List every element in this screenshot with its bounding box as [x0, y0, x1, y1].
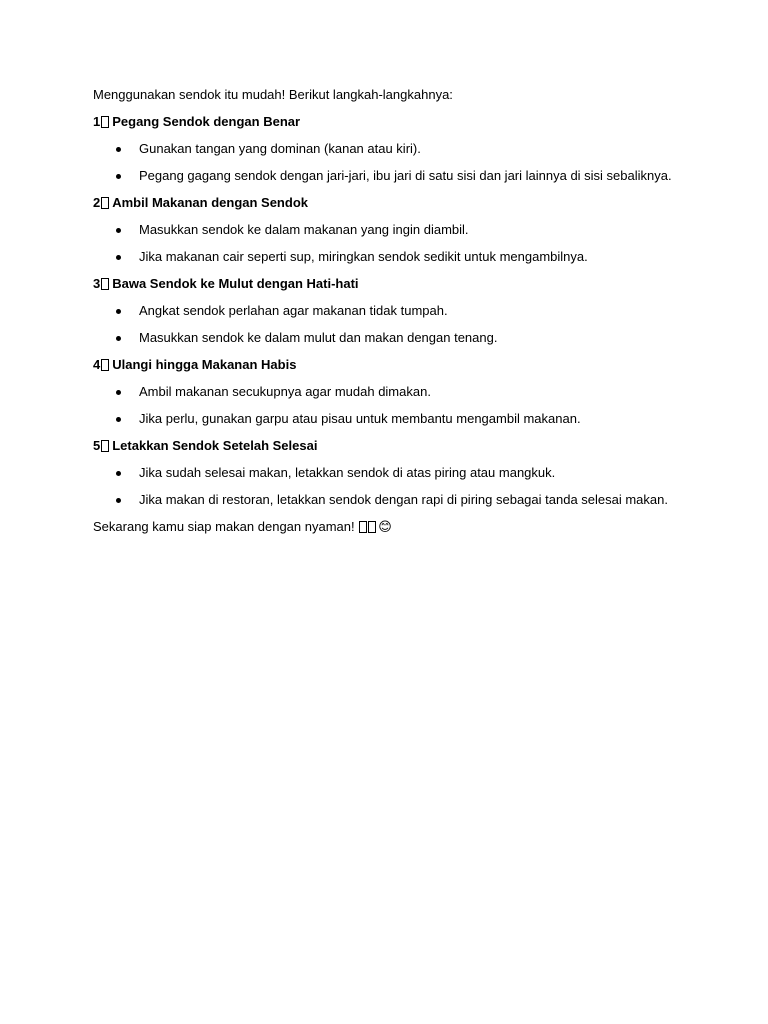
list-item-text: Masukkan sendok ke dalam makanan yang ingin diambil. [139, 222, 469, 237]
document-body [93, 86, 693, 545]
step-4 [93, 356, 693, 428]
step-title: Ambil Makanan dengan Sendok [112, 195, 308, 210]
step-bullet-list [93, 464, 693, 509]
step-bullet-list [93, 221, 693, 266]
keycap-glyph-icon [101, 359, 109, 371]
step-heading [93, 194, 693, 212]
step-title: Ulangi hingga Makanan Habis [112, 357, 297, 372]
step-bullet-list [93, 302, 693, 347]
keycap-glyph-icon [101, 197, 109, 209]
bullet-icon [116, 174, 121, 179]
list-item-text: Gunakan tangan yang dominan (kanan atau kiri). [139, 141, 421, 156]
step-number: 4 [93, 357, 101, 372]
bullet-icon [116, 228, 121, 233]
step-title: Letakkan Sendok Setelah Selesai [112, 438, 318, 453]
keycap-glyph-icon [101, 116, 109, 128]
bullet-icon [116, 417, 121, 422]
bullet-icon [116, 471, 121, 476]
list-item-text: Angkat sendok perlahan agar makanan tidak tumpah. [139, 303, 448, 318]
step-1 [93, 113, 693, 185]
step-heading [93, 275, 693, 293]
step-bullet-list [93, 383, 693, 428]
step-bullet-list [93, 140, 693, 185]
list-item [93, 248, 693, 266]
list-item [93, 302, 693, 320]
bullet-icon [116, 255, 121, 260]
list-item-text: Ambil makanan secukupnya agar mudah dimakan. [139, 384, 431, 399]
step-3 [93, 275, 693, 347]
list-item [93, 221, 693, 239]
intro-paragraph: Menggunakan sendok itu mudah! Berikut langkah-langkahnya: [93, 87, 453, 102]
step-heading [93, 113, 693, 131]
keycap-glyph-icon [101, 440, 109, 452]
bullet-icon [116, 336, 121, 341]
list-item-text: Pegang gagang sendok dengan jari-jari, ibu jari di satu sisi dan jari lainnya di sisi sebaliknya. [139, 168, 672, 183]
keycap-glyph-icon [101, 278, 109, 290]
step-5 [93, 437, 693, 509]
bullet-icon [116, 147, 121, 152]
list-item-text: Jika makan di restoran, letakkan sendok dengan rapi di piring sebagai tanda selesai makan. [139, 492, 668, 507]
list-item [93, 140, 693, 158]
step-number: 3 [93, 276, 101, 291]
step-number: 5 [93, 438, 101, 453]
list-item [93, 167, 693, 185]
list-item [93, 491, 693, 509]
list-item-text: Jika sudah selesai makan, letakkan sendok di atas piring atau mangkuk. [139, 465, 556, 480]
list-item [93, 464, 693, 482]
bullet-icon [116, 390, 121, 395]
closing-text: Sekarang kamu siap makan dengan nyaman! [93, 519, 355, 534]
step-title: Pegang Sendok dengan Benar [112, 114, 301, 129]
list-item-text: Jika makanan cair seperti sup, miringkan sendok sedikit untuk mengambilnya. [139, 249, 588, 264]
step-heading [93, 356, 693, 374]
list-item-text: Jika perlu, gunakan garpu atau pisau untuk membantu mengambil makanan. [139, 411, 581, 426]
missing-emoji-icon [368, 521, 376, 533]
list-item-text: Masukkan sendok ke dalam mulut dan makan dengan tenang. [139, 330, 498, 345]
bullet-icon [116, 309, 121, 314]
missing-emoji-icon [359, 521, 367, 533]
bullet-icon [116, 498, 121, 503]
list-item [93, 383, 693, 401]
step-heading [93, 437, 693, 455]
list-item [93, 329, 693, 347]
list-item [93, 410, 693, 428]
smile-icon: 😊 [378, 519, 392, 534]
step-number: 1 [93, 114, 101, 129]
closing-paragraph [93, 518, 693, 536]
step-2 [93, 194, 693, 266]
step-number: 2 [93, 195, 101, 210]
step-title: Bawa Sendok ke Mulut dengan Hati-hati [112, 276, 359, 291]
